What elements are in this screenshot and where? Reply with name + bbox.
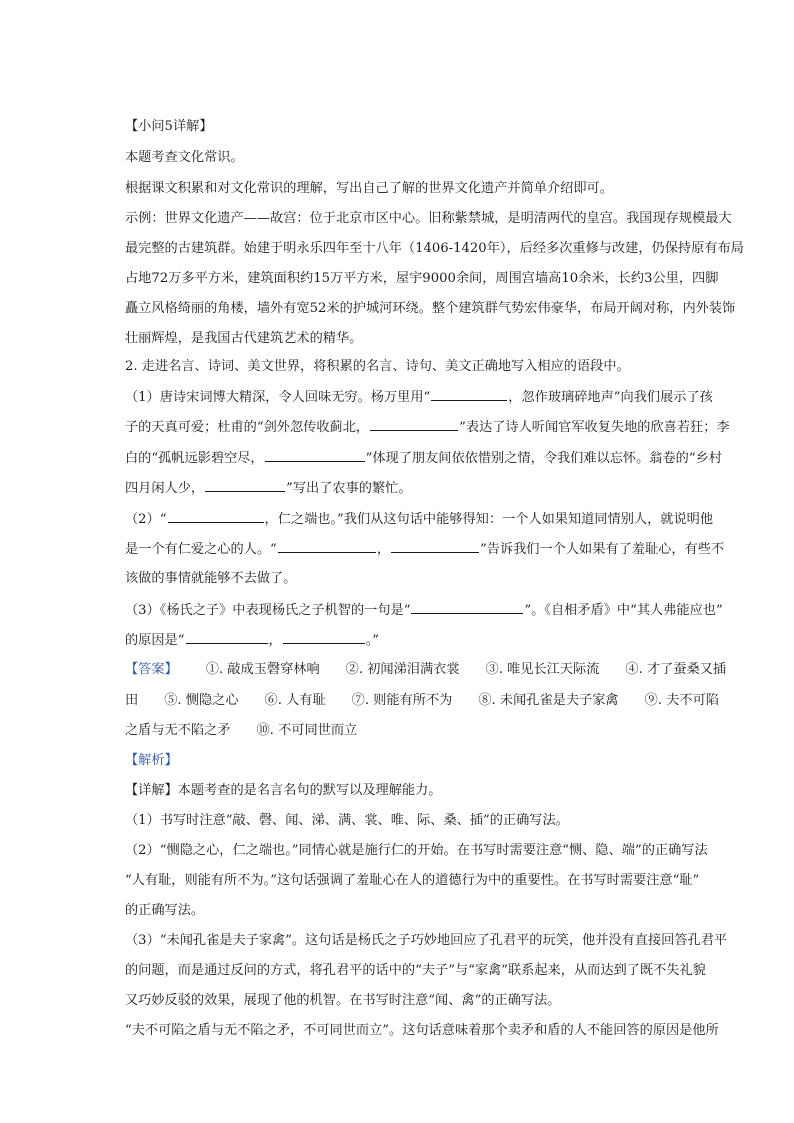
paragraph-line: 根据课文积累和对文化常识的理解，写出自己了解的世界文化遗产并简单介绍即可。 <box>125 181 613 196</box>
answer-blank <box>411 601 523 614</box>
paragraph-line: （3）“未闻孔雀是夫子家禽”。这句话是杨氏之子巧妙地回应了孔君平的玩笑，他并没有直接回答孔君平 <box>125 933 728 948</box>
answer-item: ⑩. 不可同世而立 <box>256 723 358 738</box>
answer-item: 之盾与无不陷之矛 <box>125 723 231 738</box>
answer-blank <box>278 540 376 553</box>
answer-item: 田 <box>125 693 139 708</box>
answer-blank <box>431 388 507 401</box>
text-segment: ”体现了朋友间依依惜别之情，令我们难以忘怀。翁卷的“乡村 <box>365 451 722 466</box>
text-segment: ”表达了诗人听闻官军收复失地的欣喜若狂；李 <box>459 420 730 435</box>
answer-blank <box>391 540 479 553</box>
question-line <box>125 388 713 407</box>
answer-item: ①. 敲成玉磬穿林响 <box>205 662 320 677</box>
paragraph-line: 最完整的古建筑群。始建于明永乐四年至十八年（1406-1420年），后经多次重修与改建，仍保持原有布局 <box>125 241 744 256</box>
question-line <box>125 479 412 498</box>
answer-blank <box>265 449 365 462</box>
answer-item: ⑥. 人有耻 <box>264 693 326 708</box>
text-segment: 四月闲人少， <box>125 481 205 496</box>
paragraph-line: 又巧妙反驳的效果，展现了他的机智。在书写时注意“闻、禽”的正确写法。 <box>125 993 561 1008</box>
paragraph-line: 本题考查文化常识。 <box>125 150 244 165</box>
text-segment: ， <box>268 633 282 648</box>
text-segment: （3）《杨氏之子》中表现杨氏之子机智的一句是“ <box>125 603 411 618</box>
text-segment: ”告诉我们一个人如果有了羞耻心，有些不 <box>480 542 725 557</box>
answer-item: ③. 唯见长江天际流 <box>485 662 600 677</box>
text-segment: ”写出了农事的繁忙。 <box>286 481 412 496</box>
answer-item: ⑦. 则能有所不为 <box>351 693 453 708</box>
text-segment: 的原因是“ <box>125 633 185 648</box>
answer-blank <box>370 418 458 431</box>
question-title: 2. 走进名言、诗词、美文世界，将积累的名言、诗句、美文正确地写入相应的语段中。 <box>125 359 630 374</box>
text-segment: 白的“孤帆远影碧空尽， <box>125 451 264 466</box>
text-segment: 是一个有仁爱之心的人。“ <box>125 542 277 557</box>
answer-blank <box>205 479 285 492</box>
section-heading-q5: 【小问5详解】 <box>125 119 213 134</box>
text-segment: ”。《自相矛盾》中“其人弗能应也” <box>524 603 723 618</box>
text-segment: 子的天真可爱；杜甫的“剑外忽传收蓟北， <box>125 420 370 435</box>
paragraph-line: （1）书写时注意“敲、磬、闻、涕、满、裳、唯、际、桑、插”的正确写法。 <box>125 813 569 828</box>
question-line <box>125 449 722 468</box>
answer-blank <box>283 631 365 644</box>
answer-item: ⑤. 恻隐之心 <box>164 693 239 708</box>
paragraph-line: 示例：世界文化遗产——故宫：位于北京市区中心。旧称紫禁城，是明清两代的皇宫。我国现存规模最大 <box>125 211 732 226</box>
answer-item: ⑨. 夫不可陷 <box>644 693 719 708</box>
question-line <box>125 418 730 437</box>
answer-line <box>125 692 719 710</box>
paragraph-line: 的正确写法。 <box>125 903 205 918</box>
question-line <box>125 631 379 650</box>
answer-blank <box>186 631 268 644</box>
text-segment: ，仁之端也。”我们从这句话中能够得知：一个人如果知道同情别人，就说明他 <box>264 512 714 527</box>
question-line <box>125 540 724 559</box>
paragraph-line: “人有耻，则能有所不为。”这句话强调了羞耻心在人的道德行为中的重要性。在书写时需要注意“耻” <box>125 873 700 888</box>
answer-line <box>125 661 726 679</box>
answer-item: ⑧. 未闻孔雀是夫子家禽 <box>478 693 619 708</box>
answer-blank <box>168 510 264 523</box>
question-line <box>125 510 713 529</box>
question-line <box>125 601 723 620</box>
text-segment: （1）唐诗宋词博大精深，令人回味无穷。杨万里用“ <box>125 390 431 405</box>
question-line: 该做的事情就能够不去做了。 <box>125 571 297 586</box>
text-segment: 。” <box>365 633 380 648</box>
paragraph-line: 占地72万多平方米，建筑面积约15万平方米，屋宇9000余间，周围宫墙高10余米，长约3公里，四脚 <box>125 271 719 286</box>
analysis-label: 【解析】 <box>125 753 178 768</box>
answer-item: ②. 初闻涕泪满衣裳 <box>345 662 460 677</box>
answer-line <box>125 722 357 740</box>
paragraph-line: 的问题，而是通过反问的方式，将孔君平的话中的“夫子”与“家禽”联系起来，从而达到了既不失礼貌 <box>125 963 706 978</box>
paragraph-line: （2）“恻隐之心，仁之端也。”同情心就是施行仁的开始。在书写时需要注意“恻、隐、端”的正确写法 <box>125 843 708 858</box>
paragraph-line: “夫不可陷之盾与无不陷之矛，不可同世而立”。这句话意味着那个卖矛和盾的人不能回答的原因是他所 <box>125 1023 719 1038</box>
text-segment: （2）“ <box>125 512 167 527</box>
answer-item: ④. 才了蚕桑又插 <box>625 662 727 677</box>
text-segment: ， <box>376 542 390 557</box>
paragraph-line: 【详解】本题考查的是名言名句的默写以及理解能力。 <box>125 783 442 798</box>
answer-label: 【答案】 <box>125 662 178 677</box>
paragraph-line: 壮丽辉煌，是我国古代建筑艺术的精华。 <box>125 331 363 346</box>
paragraph-line: 矗立风格绮丽的角楼，墙外有宽52米的护城河环绕。整个建筑群气势宏伟豪华，布局开阔对称，内外装饰 <box>125 301 736 316</box>
text-segment: ，忽作玻璃碎地声”向我们展示了孩 <box>508 390 713 405</box>
